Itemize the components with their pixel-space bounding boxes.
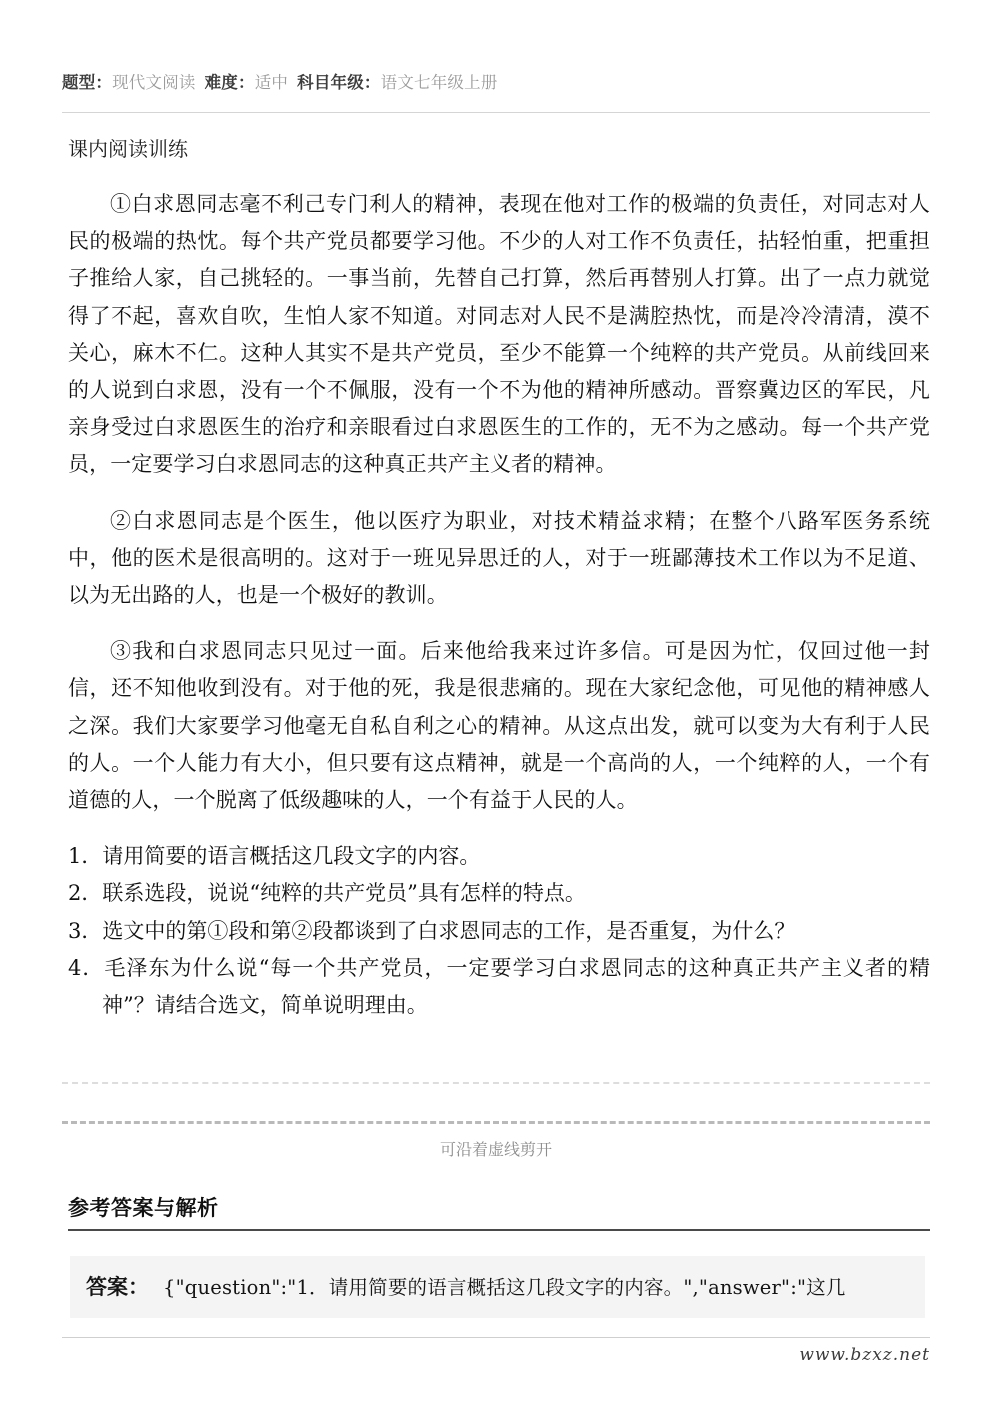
question-list	[68, 838, 930, 1024]
footer-divider	[62, 1337, 930, 1338]
passage-paragraph-1: ①白求恩同志毫不利己专门利人的精神，表现在他对工作的极端的负责任，对同志对人民的极端的热忱。每个共产党员都要学习他。不少的人对工作不负责任，拈轻怕重，把重担子推给人家，自己挑轻的。一事当前，先替自己打算，然后再替别人打算。出了一点力就觉得了不起，喜欢自吹，生怕人家不知道。对同志对人民不是满腔热忱，而是冷冷清清，漠不关心，麻木不仁。这种人其实不是共产党员，至少不能算一个纯粹的共产党员。从前线回来的人说到白求恩，没有一个不佩服，没有一个不为他的精神所感动。晋察冀边区的军民，凡亲身受过白求恩医生的治疗和亲眼看过白求恩医生的工作的，无不为之感动。每一个共产党员，一定要学习白求恩同志的这种真正共产主义者的精神。	[68, 192, 930, 477]
question-item: 1．请用简要的语言概括这几段文字的内容。	[68, 844, 481, 869]
answer-section-heading: 参考答案与解析	[68, 1195, 219, 1220]
footer-site-url: www.bzxz.net	[799, 1345, 930, 1365]
answer-text: {"question":"1．请用简要的语言概括这几段文字的内容。","answer":"这几	[163, 1275, 846, 1299]
passage-paragraph-2: ②白求恩同志是个医生，他以医疗为职业，对技术精益求精；在整个八路军医务系统中，他的医术是很高明的。这对于一班见异思迁的人，对于一班鄙薄技术工作以为不足道、以为无出路的人，也是一个极好的教训。	[68, 508, 930, 608]
passage-paragraph-3: ③我和白求恩同志只见过一面。后来他给我来过许多信。可是因为忙，仅回过他一封信，还不知他收到没有。对于他的死，我是很悲痛的。现在大家纪念他，可见他的精神感人之深。我们大家要学习他毫无自私自利之心的精神。从这点出发，就可以变为大有利于人民的人。一个人能力有大小，但只要有这点精神，就是一个高尚的人，一个纯粹的人，一个有道德的人，一个脱离了低级趣味的人，一个有益于人民的人。	[68, 639, 930, 813]
meta-type-value: 现代文阅读	[112, 73, 196, 92]
document-header	[62, 72, 930, 112]
answer-box-content	[70, 1272, 846, 1303]
section-title: 课内阅读训练	[68, 137, 188, 161]
answer-box	[70, 1256, 925, 1318]
answer-section-divider	[68, 1229, 930, 1231]
question-item: 4．毛泽东为什么说“每一个共产党员，一定要学习白求恩同志的这种真正共产主义者的精神”？请结合选文，简单说明理由。	[68, 955, 930, 1018]
header-meta-line	[62, 72, 930, 94]
header-divider	[62, 112, 930, 113]
meta-difficulty-key: 难度：	[204, 73, 255, 92]
meta-subject-key: 科目年级：	[297, 73, 381, 92]
meta-type-key: 题型：	[62, 73, 113, 92]
answer-label: 答案：	[86, 1273, 149, 1299]
question-item: 2．联系选段，说说“纯粹的共产党员”具有怎样的特点。	[68, 881, 586, 906]
meta-difficulty-value: 适中	[254, 73, 289, 92]
cut-dashed-line-lower	[62, 1121, 930, 1124]
cut-dashed-line-upper	[62, 1082, 930, 1084]
meta-subject-value: 语文七年级上册	[380, 73, 498, 92]
document-content	[68, 132, 930, 1024]
question-item: 3．选文中的第①段和第②段都谈到了白求恩同志的工作，是否重复，为什么？	[68, 918, 796, 943]
cut-hint-text: 可沿着虚线剪开	[439, 1140, 552, 1159]
